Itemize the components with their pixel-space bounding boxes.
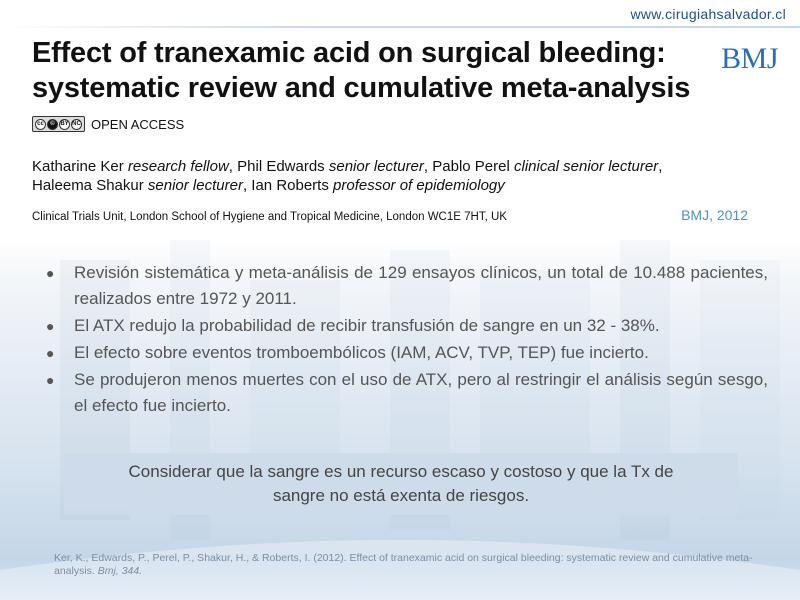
reference-journal: Bmj, 344. — [97, 565, 143, 577]
paper-title-line-1: Effect of tranexamic acid on surgical bleeding: — [32, 37, 666, 69]
cc-copyright-mark: © — [47, 119, 58, 130]
bullet-list — [46, 260, 768, 420]
list-item: ● Revisión sistemática y meta-análisis de 129 ensayos clínicos, un total de 10.488 pacientes, realizados entre 1972 y 2011. — [46, 260, 768, 312]
list-item: ● El efecto sobre eventos tromboembólicos (IAM, ACV, TVP, TEP) fue incierto. — [46, 340, 768, 366]
creative-commons-icon — [32, 116, 85, 132]
open-access-row — [32, 116, 184, 132]
author-name: Ian Roberts — [251, 177, 329, 194]
author-role: clinical senior lecturer — [513, 158, 659, 175]
reference-text: Ker, K., Edwards, P., Perel, P., Shakur, H., & Roberts, I. (2012). Effect of tranexamic acid on surgical bleeding: systematic review and cumulative meta-analysis. — [54, 552, 753, 577]
author-list: Katharine Ker research fellow, Phil Edwards senior lecturer, Pablo Perel clinical senior lecturer, Haleema Shakur senior lecturer, Ian Roberts professor of epidemiology — [32, 158, 663, 194]
list-item: ● Se produjeron menos muertes con el uso de ATX, pero al restringir el análisis según sesgo, el efecto fue incierto. — [46, 367, 768, 419]
author-name: Haleema Shakur — [32, 177, 144, 194]
reference-citation — [54, 552, 774, 578]
author-role: senior lecturer — [147, 177, 243, 194]
callout-box — [64, 453, 738, 515]
cc-mark: cc — [35, 119, 46, 130]
affiliation: Clinical Trials Unit, London School of Hygiene and Tropical Medicine, London WC1E 7HT, UK — [32, 211, 507, 223]
cc-nc-mark: NC — [71, 119, 82, 130]
paper-header — [32, 36, 712, 106]
bmj-logo: BMJ — [721, 42, 778, 75]
header-divider — [0, 26, 800, 28]
author-name: Phil Edwards — [237, 158, 325, 175]
author-role: professor of epidemiology — [333, 177, 505, 194]
cc-by-mark: BY — [59, 119, 70, 130]
open-access-label: OPEN ACCESS — [91, 116, 185, 132]
author-role: senior lecturer — [328, 158, 424, 175]
author-name: Pablo Perel — [432, 158, 510, 175]
paper-title-line-2: systematic review and cumulative meta-analysis — [32, 72, 691, 104]
list-item: ● El ATX redujo la probabilidad de recibir transfusión de sangre en un 32 - 38%. — [46, 313, 768, 339]
site-url[interactable]: www.cirugiahsalvador.cl — [630, 6, 786, 22]
author-role: research fellow — [127, 158, 229, 175]
citation-tag: BMJ, 2012 — [681, 207, 748, 223]
author-name: Katharine Ker — [32, 158, 124, 175]
callout-line-2: sangre no está exenta de riesgos. — [272, 486, 530, 505]
callout-line-1: Considerar que la sangre es un recurso escaso y costoso y que la Tx de — [128, 462, 674, 481]
paper-title — [32, 36, 712, 106]
